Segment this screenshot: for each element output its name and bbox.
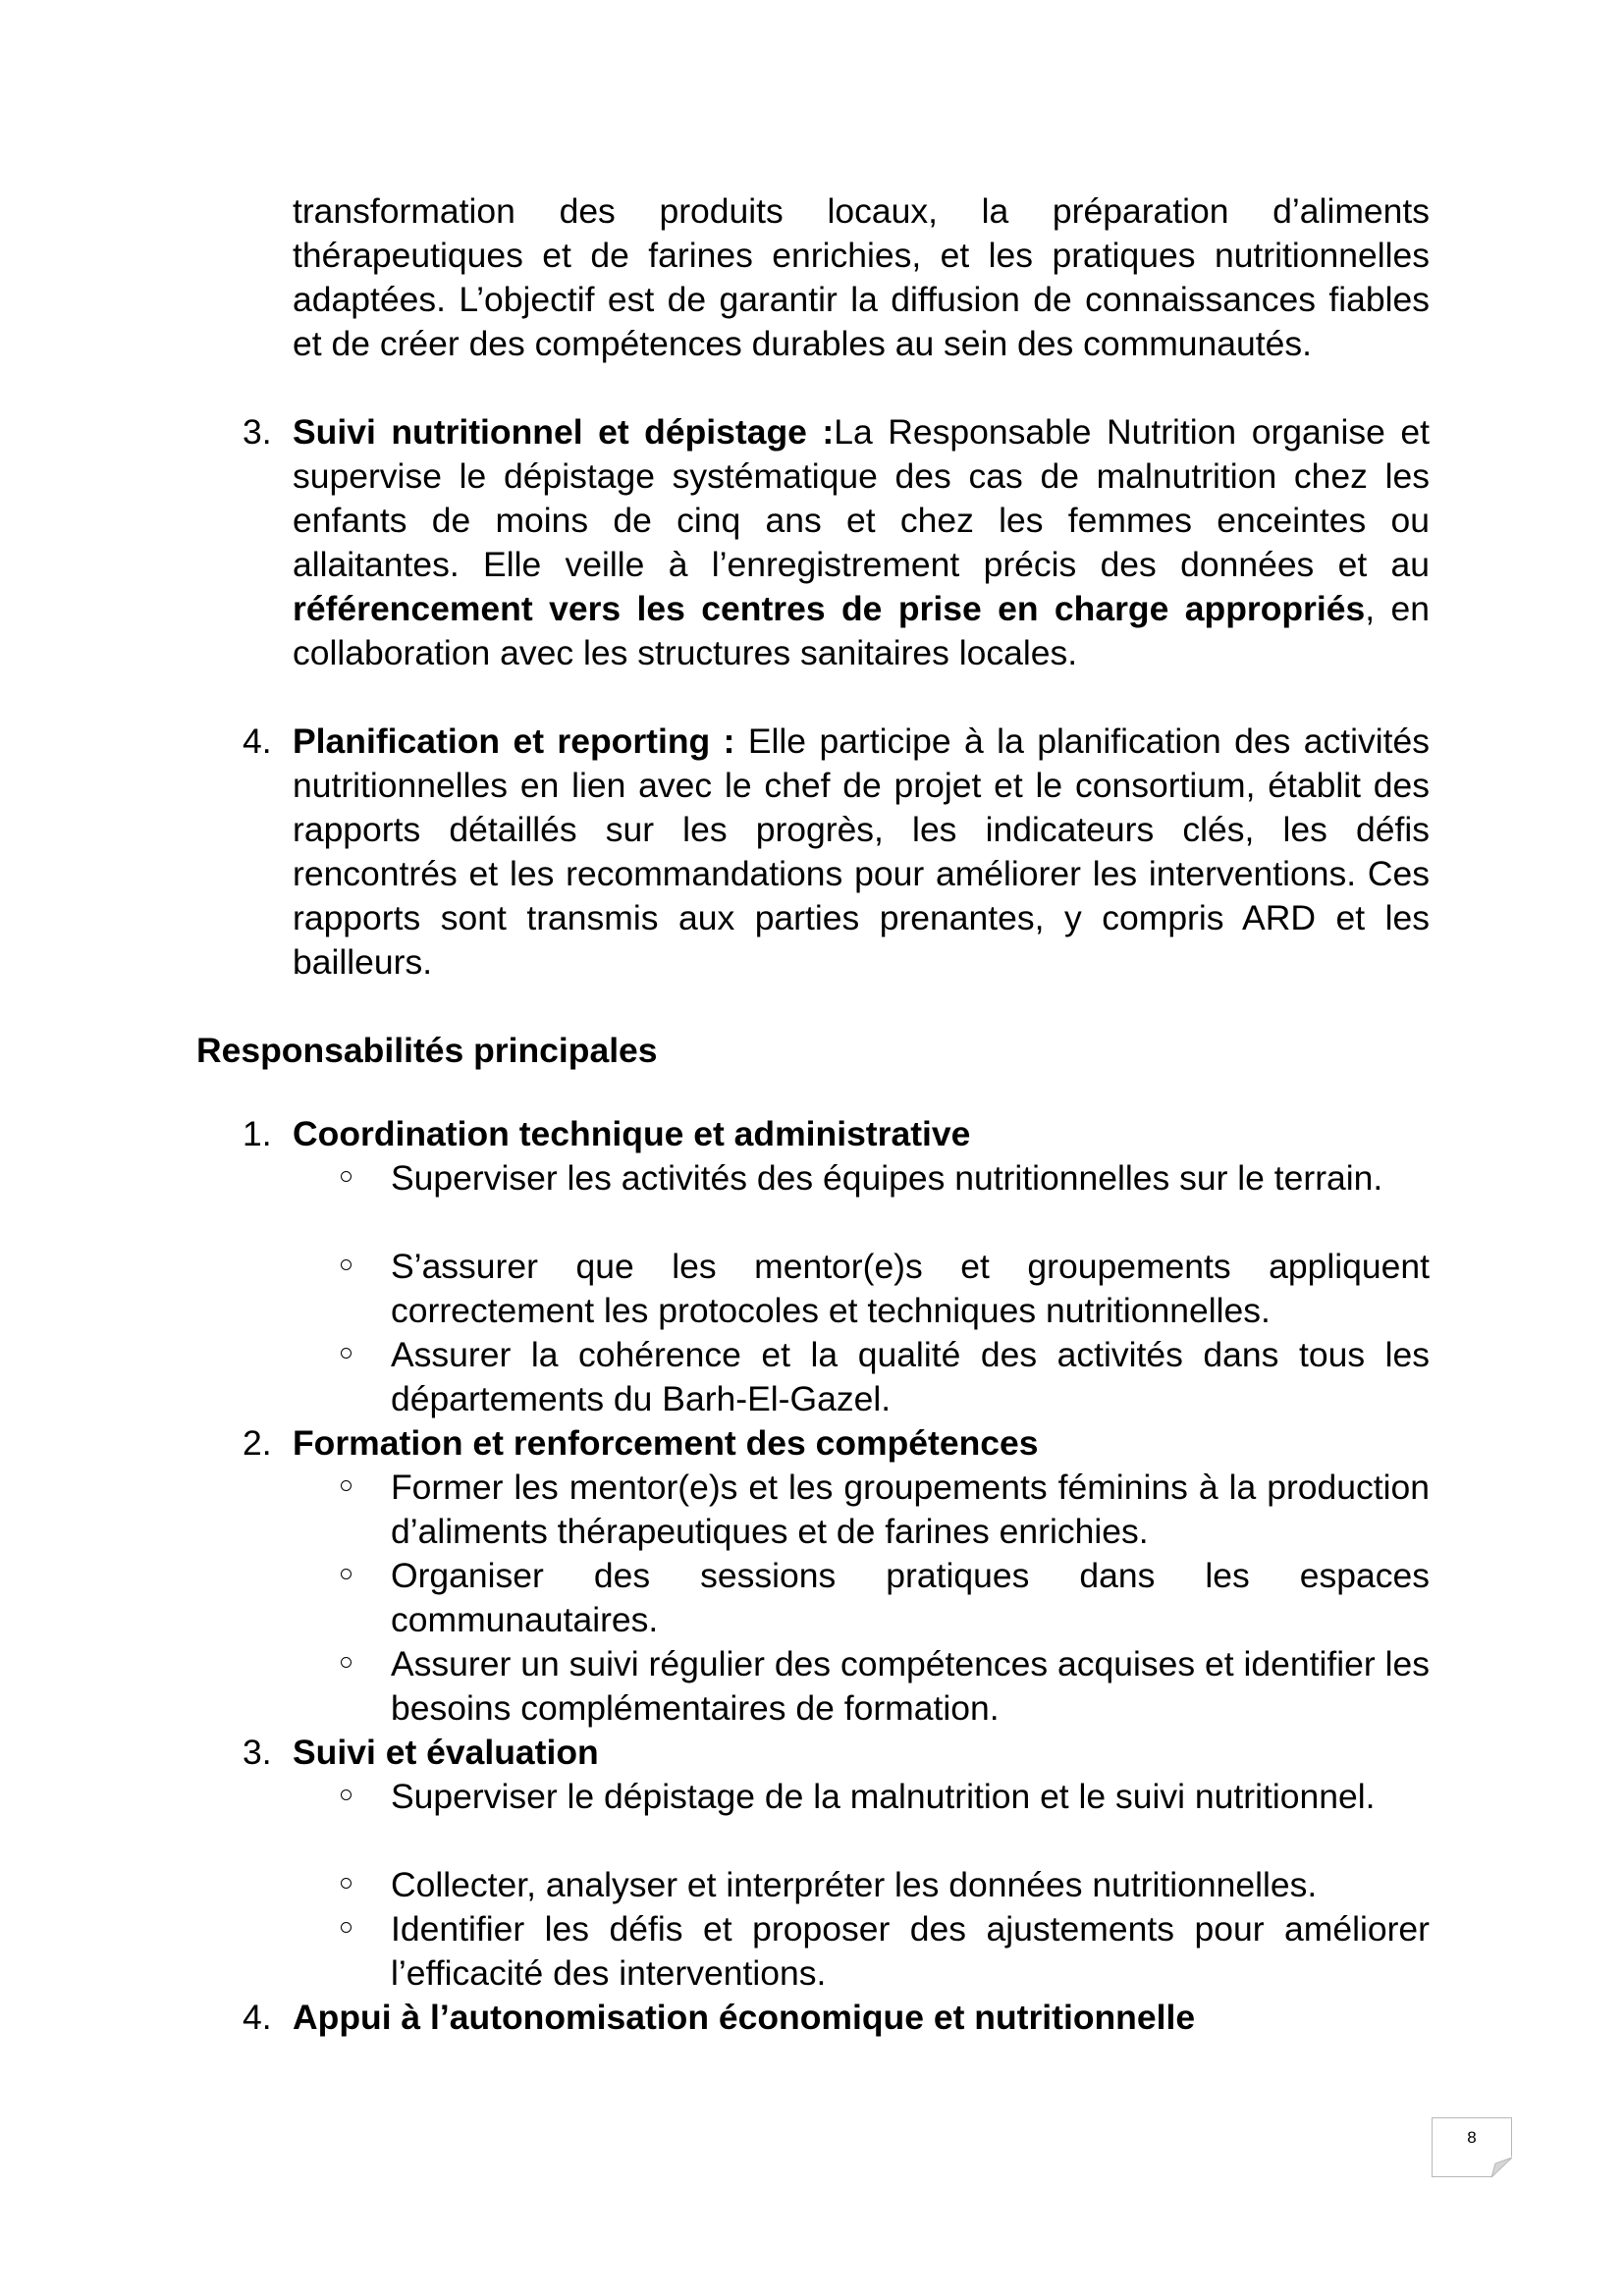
bullet-text: S’assurer que les mentor(e)s et groupements appliquent correctement les protocoles et techniques nutritionnelles. <box>391 1247 1430 1330</box>
bullet-item <box>341 1156 1430 1201</box>
bullet-item <box>341 1245 1430 1333</box>
role-item-text <box>293 410 1430 675</box>
circle-bullet-icon <box>341 1259 352 1270</box>
bullet-text: Former les mentor(e)s et les groupements féminins à la production d’aliments thérapeutiques et de farines enrichies. <box>391 1468 1430 1551</box>
bullet-text: Assurer un suivi régulier des compétences acquises et identifier les besoins complémentaires de formation. <box>391 1644 1430 1728</box>
responsibility-title: Appui à l’autonomisation économique et nutritionnelle <box>293 1998 1196 2037</box>
circle-bullet-icon <box>341 1348 352 1359</box>
role-item-text <box>293 720 1430 985</box>
circle-bullet-icon <box>341 1569 352 1579</box>
responsibility-title: Suivi et évaluation <box>293 1733 599 1772</box>
continuation-paragraph: transformation des produits locaux, la préparation d’aliments thérapeutiques et de farines enrichies, et les pratiques nutritionnelles adaptées. L’objectif est de garantir la diffusion de connaissances fiables et de créer des compétences durables au sein des communautés. <box>293 191 1430 363</box>
responsibility-title: Coordination technique et administrative <box>293 1114 971 1153</box>
list-number: 3. <box>243 412 272 452</box>
circle-bullet-icon <box>341 1922 352 1933</box>
circle-bullet-icon <box>341 1657 352 1668</box>
bullet-text: Collecter, analyser et interpréter les données nutritionnelles. <box>391 1865 1318 1904</box>
bullet-item <box>341 1554 1430 1642</box>
bullet-item <box>341 1863 1430 1907</box>
circle-bullet-icon <box>341 1789 352 1800</box>
responsibility-1 <box>243 1112 1430 1156</box>
role-item-body-end: , en collaboration avec les structures sanitaires locales. <box>293 589 1430 672</box>
bullet-item <box>341 1466 1430 1554</box>
page-curl-icon <box>1491 2157 1513 2178</box>
role-item-body: La Responsable Nutrition organise et supervise le dépistage systématique des cas de malnutrition chez les enfants de moins de cinq ans et chez les femmes enceintes ou allaitantes. Elle veille à l’enregistrement précis des données et au <box>293 412 1430 584</box>
list-number: 3. <box>243 1733 272 1772</box>
bullet-item <box>341 1907 1430 1996</box>
bullet-text: Identifier les défis et proposer des ajustements pour améliorer l’efficacité des interventions. <box>391 1909 1430 1993</box>
page-number: 8 <box>1467 2128 1477 2147</box>
role-item-title: Suivi nutritionnel et dépistage : <box>293 412 835 452</box>
list-number: 4. <box>243 721 272 761</box>
bullet-text: Organiser des sessions pratiques dans les espaces communautaires. <box>391 1556 1430 1639</box>
circle-bullet-icon <box>341 1480 352 1491</box>
circle-bullet-icon <box>341 1171 352 1182</box>
bullet-text: Superviser les activités des équipes nutritionnelles sur le terrain. <box>391 1158 1383 1198</box>
responsibility-title: Formation et renforcement des compétences <box>293 1423 1039 1463</box>
role-item-3 <box>243 410 1430 675</box>
bullet-text: Assurer la cohérence et la qualité des activités dans tous les départements du Barh-El-Gazel. <box>391 1335 1430 1418</box>
role-item-body: Elle participe à la planification des activités nutritionnelles en lien avec le chef de projet et le consortium, établit des rapports détaillés sur les progrès, les indicateurs clés, les défis rencontrés et les recommandations pour améliorer les interventions. Ces rapports sont transmis aux parties prenantes, y compris ARD et les bailleurs. <box>293 721 1430 982</box>
role-item-4 <box>243 720 1430 985</box>
list-number: 4. <box>243 1998 272 2037</box>
responsibility-3 <box>243 1731 1430 1775</box>
bullet-item <box>341 1333 1430 1421</box>
bullet-text: Superviser le dépistage de la malnutrition et le suivi nutritionnel. <box>391 1777 1376 1816</box>
list-number: 1. <box>243 1114 272 1153</box>
bold-phrase: référencement vers les centres de prise en charge appropriés <box>293 589 1366 628</box>
list-number: 2. <box>243 1423 272 1463</box>
bullet-item <box>341 1775 1430 1819</box>
role-item-title: Planification et reporting : <box>293 721 735 761</box>
page-number-box <box>1432 2117 1512 2177</box>
responsibility-2 <box>243 1421 1430 1466</box>
section-heading: Responsabilités principales <box>196 1031 658 1070</box>
responsibility-4 <box>243 1996 1430 2040</box>
circle-bullet-icon <box>341 1878 352 1889</box>
bullet-item <box>341 1642 1430 1731</box>
